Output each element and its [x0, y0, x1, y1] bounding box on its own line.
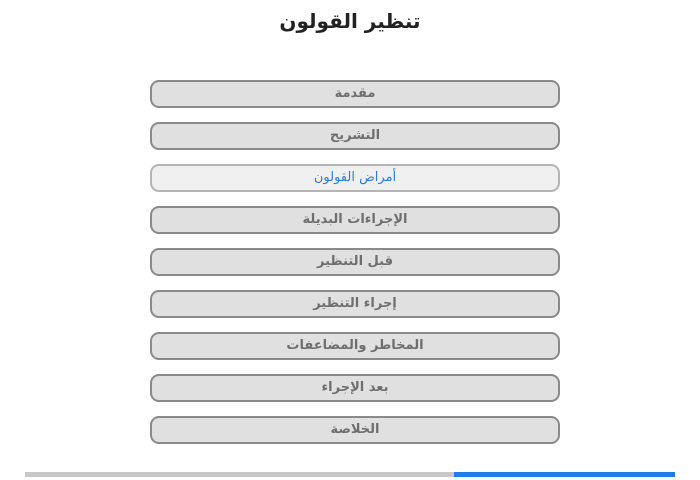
menu-item-before-endoscopy[interactable]: قبل التنظير	[150, 248, 560, 276]
menu-item-endoscopy-procedure[interactable]: إجراء التنظير	[150, 290, 560, 318]
progress-bar-fill	[454, 472, 675, 477]
menu-item-introduction[interactable]: مقدمة	[150, 80, 560, 108]
menu-item-alternative-procedures[interactable]: الإجراءات البديلة	[150, 206, 560, 234]
menu-item-colon-diseases[interactable]: أمراض القولون	[150, 164, 560, 192]
chapter-menu	[150, 80, 560, 458]
menu-item-anatomy[interactable]: التشريح	[150, 122, 560, 150]
menu-item-risks-complications[interactable]: المخاطر والمضاعفات	[150, 332, 560, 360]
progress-bar	[25, 472, 675, 477]
menu-item-summary[interactable]: الخلاصة	[150, 416, 560, 444]
page-title: تنظير القولون	[279, 9, 421, 33]
menu-item-after-procedure[interactable]: بعد الإجراء	[150, 374, 560, 402]
